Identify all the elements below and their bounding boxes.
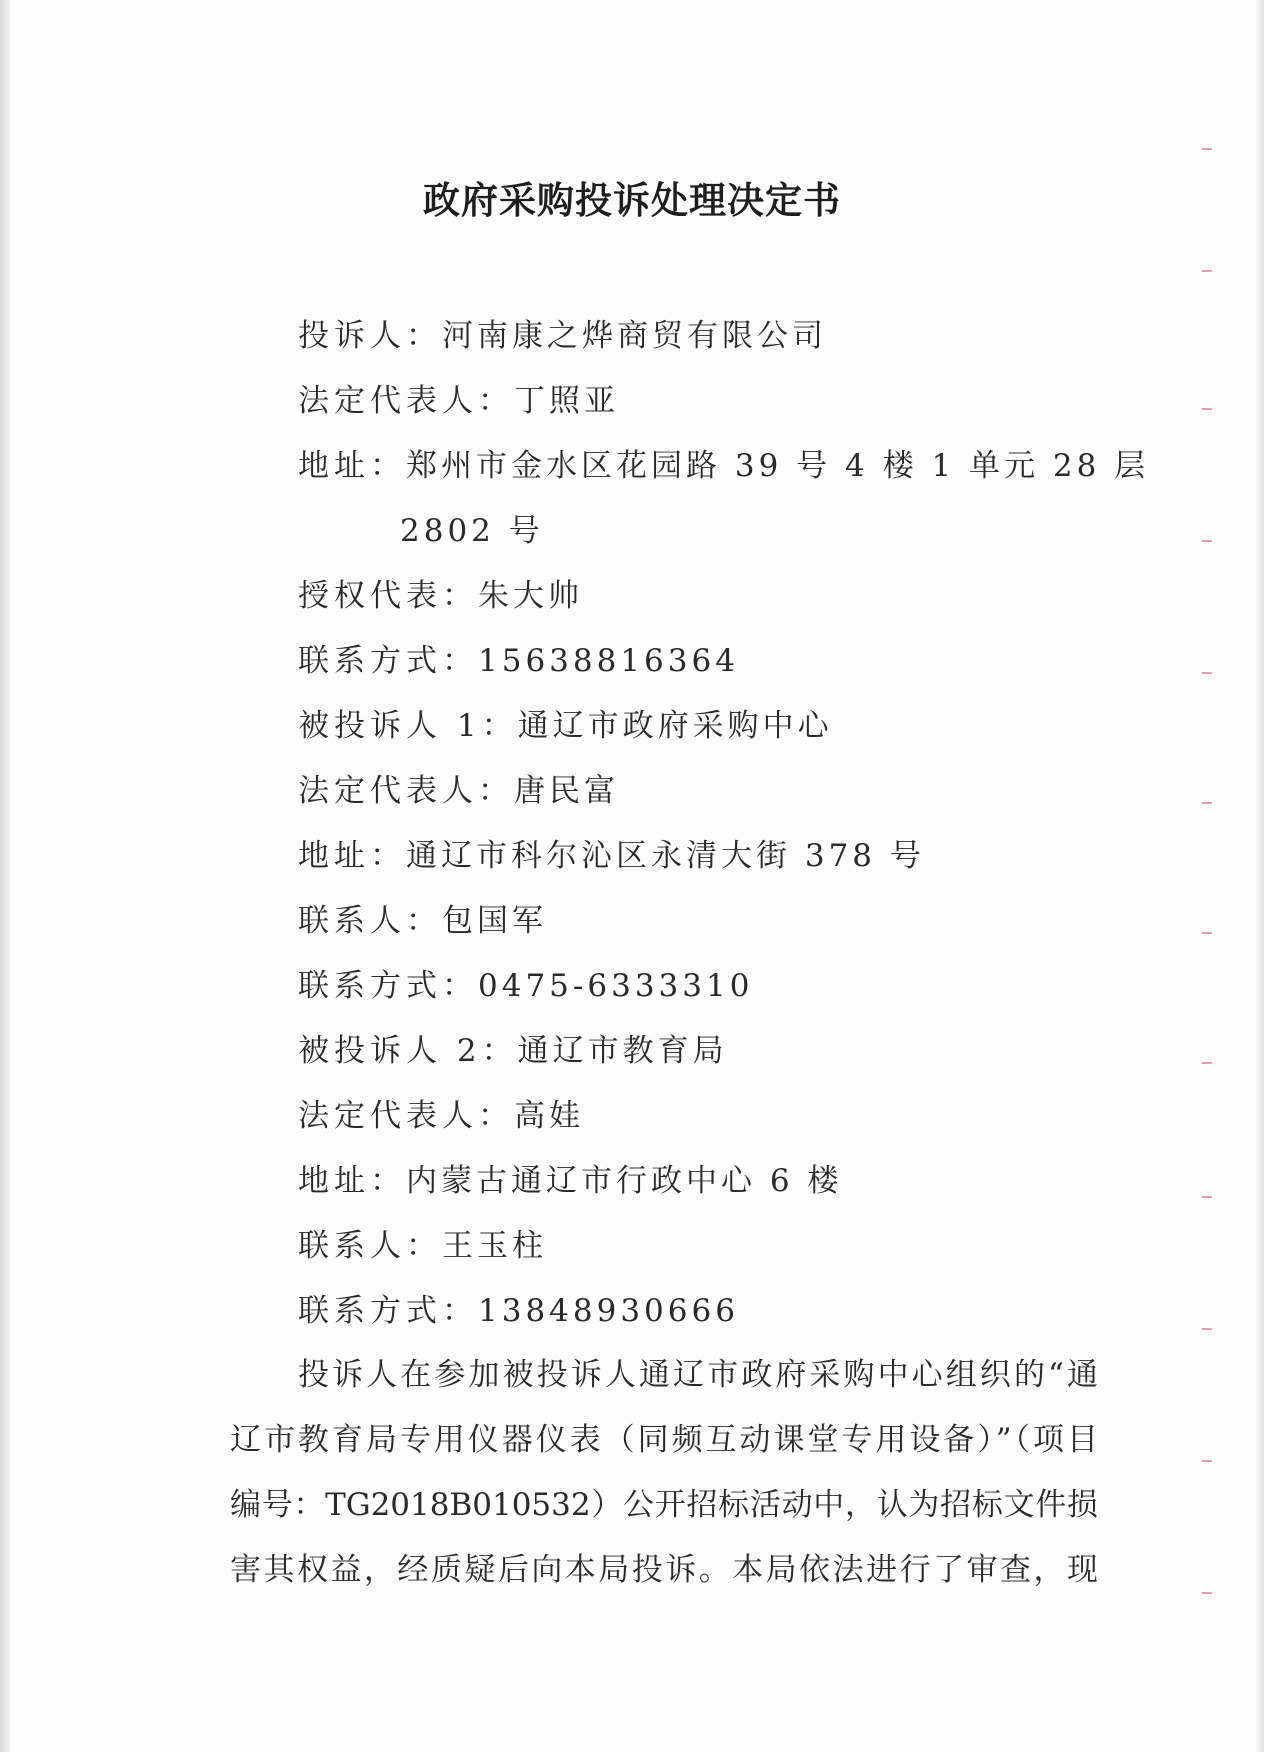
field-label: 联系方式： <box>298 643 478 679</box>
field-label: 投诉人： <box>298 318 442 354</box>
margin-tick <box>1202 1328 1212 1330</box>
field-value: 13848930666 <box>478 1293 739 1329</box>
complainant-line <box>298 304 1138 369</box>
scan-right-edge <box>1256 0 1264 1752</box>
respondent-2-legal-rep-line <box>298 1084 1138 1149</box>
field-value: 15638816364 <box>478 643 739 679</box>
complainant-address-continued <box>298 499 1138 564</box>
field-value: 通辽市政府采购中心 <box>517 708 833 744</box>
field-label: 地址： <box>298 838 406 874</box>
field-label: 联系人： <box>298 903 442 939</box>
field-value: 高娃 <box>514 1098 584 1134</box>
margin-tick <box>1202 1592 1212 1594</box>
field-label: 法定代表人： <box>298 383 514 419</box>
respondent-1-line <box>298 694 1138 759</box>
field-value: 通辽市教育局 <box>517 1033 728 1069</box>
respondent-2-line <box>298 1019 1138 1084</box>
respondent-2-address-line <box>298 1149 1138 1214</box>
document-title: 政府采购投诉处理决定书 <box>423 178 841 222</box>
body-paragraph <box>230 1343 1098 1603</box>
margin-tick <box>1202 1196 1212 1198</box>
margin-tick <box>1202 1460 1212 1462</box>
field-value: 内蒙古通辽市行政中心 6 楼 <box>406 1163 843 1199</box>
field-value: 0475-6333310 <box>478 968 754 1004</box>
margin-tick <box>1202 802 1212 804</box>
respondent-2-contact-line <box>298 1279 1138 1344</box>
field-label: 联系人： <box>298 1228 442 1264</box>
respondent-1-legal-rep-line <box>298 759 1138 824</box>
field-label: 法定代表人： <box>298 1098 514 1134</box>
authorized-rep-line <box>298 564 1138 629</box>
field-label: 法定代表人： <box>298 773 514 809</box>
margin-tick <box>1202 408 1212 410</box>
scan-left-edge <box>0 0 10 1752</box>
paragraph-line: 害其权益，经质疑后向本局投诉。本局依法进行了审查，现 <box>230 1552 1098 1588</box>
respondent-1-contact-line <box>298 954 1138 1019</box>
margin-tick <box>1202 1062 1212 1064</box>
party-info-list <box>298 304 1150 1344</box>
complainant-contact-line <box>298 629 1138 694</box>
paragraph-line: 投诉人在参加被投诉人通辽市政府采购中心组织的“通 <box>298 1357 1098 1393</box>
field-label: 地址： <box>298 448 406 484</box>
complainant-address-line <box>298 434 1150 499</box>
field-label: 联系方式： <box>298 968 478 1004</box>
field-label: 地址： <box>298 1163 406 1199</box>
margin-tick <box>1202 932 1212 934</box>
margin-tick <box>1202 148 1212 150</box>
respondent-2-contact-person-line <box>298 1214 1138 1279</box>
complainant-legal-rep-line <box>298 369 1138 434</box>
margin-tick <box>1202 540 1212 542</box>
field-value: 包国军 <box>442 903 547 939</box>
paragraph-line: 编号：TG2018B010532）公开招标活动中，认为招标文件损 <box>230 1487 1098 1523</box>
field-label: 联系方式： <box>298 1293 478 1329</box>
margin-tick <box>1202 672 1212 674</box>
field-value: 河南康之烨商贸有限公司 <box>442 318 827 354</box>
field-value: 王玉柱 <box>442 1228 547 1264</box>
field-value: 丁照亚 <box>514 383 619 419</box>
respondent-1-contact-person-line <box>298 889 1138 954</box>
field-label: 被投诉人 1： <box>298 708 518 744</box>
field-value: 2802 号 <box>400 513 544 549</box>
field-value: 郑州市金水区花园路 39 号 4 楼 1 单元 28 层 <box>406 448 1150 484</box>
field-value: 朱大帅 <box>478 578 583 614</box>
field-value: 通辽市科尔沁区永清大街 378 号 <box>406 838 925 874</box>
margin-tick <box>1202 270 1212 272</box>
respondent-1-address-line <box>298 824 1138 889</box>
field-label: 被投诉人 2： <box>298 1033 518 1069</box>
paragraph-line: 辽市教育局专用仪器仪表（同频互动课堂专用设备）”（项目 <box>230 1422 1098 1458</box>
field-label: 授权代表： <box>298 578 478 614</box>
field-value: 唐民富 <box>514 773 619 809</box>
